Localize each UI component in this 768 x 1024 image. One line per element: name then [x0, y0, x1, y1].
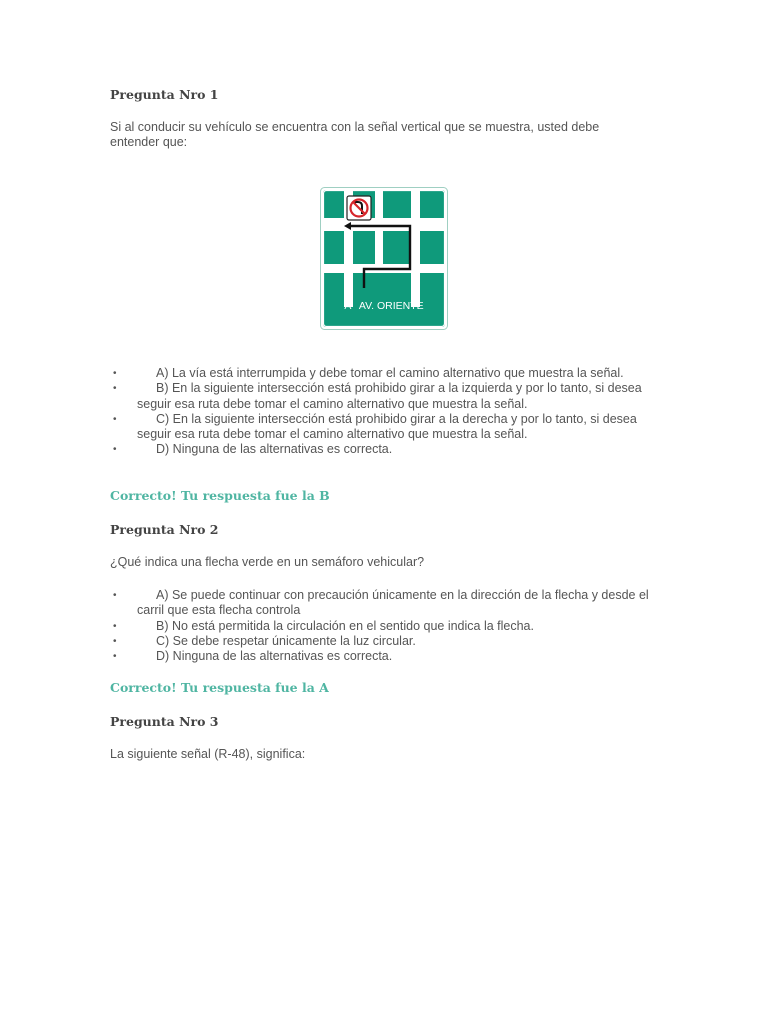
question-3-text: La siguiente señal (R-48), significa:	[110, 747, 306, 761]
bullet-icon: •	[113, 651, 117, 663]
detour-sign-image	[320, 187, 448, 330]
question-2-option-b[interactable]: • B) No está permitida la circulación en el sentido que indica la flecha.	[113, 618, 534, 633]
question-2-option-d[interactable]: • D) Ninguna de las alternativas es correcta.	[113, 649, 393, 664]
question-1-options	[110, 366, 650, 458]
question-1-option-c[interactable]: • C) En la siguiente intersección está prohibido girar a la derecha y por lo tanto, si desea seguir esa ruta debe tomar el camino alternativo que muestra la señal.	[113, 411, 637, 442]
question-1-text: Si al conducir su vehículo se encuentra con la señal vertical que se muestra, usted debe entender que:	[110, 120, 600, 149]
question-2-option-a[interactable]: • A) Se puede continuar con precaución únicamente en la dirección de la flecha y desde el carril que esta flecha controla	[113, 588, 649, 618]
question-2-text: ¿Qué indica una flecha verde en un semáforo vehicular?	[110, 555, 425, 569]
question-2-options	[110, 588, 650, 664]
question-2-option-c[interactable]: • C) Se debe respetar únicamente la luz circular.	[113, 633, 416, 648]
question-1-title: Pregunta Nro 1	[110, 87, 219, 102]
bullet-icon: •	[113, 590, 117, 601]
sign-label: A AV. ORIENTE	[344, 300, 424, 312]
question-2-result: Correcto! Tu respuesta fue la A	[110, 680, 329, 695]
bullet-icon: •	[113, 368, 117, 379]
question-1-result: Correcto! Tu respuesta fue la B	[110, 488, 330, 503]
question-1-option-d[interactable]: • D) Ninguna de las alternativas es correcta.	[113, 442, 393, 457]
question-1-option-a[interactable]: • A) La vía está interrumpida y debe tomar el camino alternativo que muestra la señal.	[113, 366, 624, 380]
bullet-icon: •	[113, 444, 117, 456]
bullet-icon: •	[113, 635, 117, 647]
bullet-icon: •	[113, 620, 117, 632]
no-left-turn-icon	[347, 196, 371, 220]
bullet-icon: •	[113, 383, 117, 395]
bullet-icon: •	[113, 413, 117, 425]
question-2-title: Pregunta Nro 2	[110, 522, 219, 537]
question-3-title: Pregunta Nro 3	[110, 714, 219, 729]
question-1-option-b[interactable]: • B) En la siguiente intersección está prohibido girar a la izquierda y por lo tanto, si desea seguir esa ruta debe tomar el camino alternativo que muestra la señal.	[113, 381, 642, 411]
